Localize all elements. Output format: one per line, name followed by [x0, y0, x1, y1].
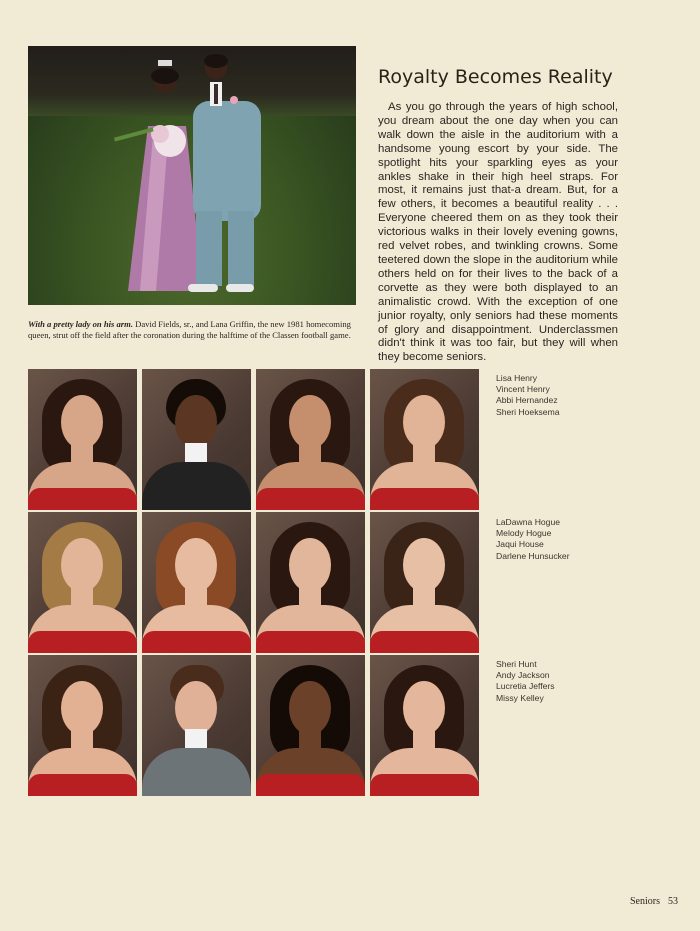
student-name: Sheri Hunt: [496, 659, 537, 669]
student-name: Sheri Hoeksema: [496, 406, 560, 417]
homecoming-photo: [28, 46, 356, 305]
student-name: Lucretia Jeffers: [496, 681, 555, 692]
student-name: Andy Jackson: [496, 670, 550, 681]
student-name: Darlene Hunsucker: [496, 550, 570, 561]
portrait-melody-hogue: [142, 512, 251, 653]
portrait-abbi-hernandez: [256, 369, 365, 510]
caption-lead: With a pretty lady on his arm.: [28, 319, 133, 329]
photo-caption: [28, 319, 362, 341]
student-name: Vincent Henry: [496, 384, 550, 395]
page-number: 53: [668, 896, 678, 907]
name-list-row-2: [496, 517, 570, 562]
portrait-ladawna-hogue: [28, 512, 137, 653]
caption-text: David Fields, sr., and Lana Griffin, the new 1981 homecoming queen, strut off the field after the coronation during the halftime of the Classen football game.: [28, 319, 351, 340]
portrait-andy-jackson: [142, 655, 251, 796]
portrait-sheri-hunt: [28, 655, 137, 796]
feature-story: As you go through the years of high school, you dream about the one day when you can walk down the aisle in the auditorium with a handsome young escort by your side. The spotlight hits your sparkling eyes as your ankles shake in their high heel straps. For most, it remains just that-a dream. But, for a few others, it becomes a beautiful reality . . . Everyone cheered them on as they took their victorious walks in their lovely evening gowns, red velvet robes, and twinkling crowns. Some teetered down the slope in the auditorium while others held on for their lives to the back of a corvette as they were both displayed to an animalistic crowd. With the exception of one junior royalty, only seniors had these moments of glory and disappointment. Underclassmen didn't think it was too fair, but they will when they become seniors.: [378, 101, 618, 364]
student-name: LaDawna Hogue: [496, 517, 561, 527]
homecoming-couple-illustration: [28, 46, 356, 305]
portrait-darlene-hunsucker: [370, 512, 479, 653]
section-label: Seniors: [630, 896, 660, 907]
portrait-missy-kelley: [370, 655, 479, 796]
name-list-row-1: [496, 373, 560, 418]
feature-headline: Royalty Becomes Reality: [378, 66, 613, 88]
student-name: Abbi Hernandez: [496, 395, 558, 406]
portrait-jaqui-house: [256, 512, 365, 653]
page-footer: [630, 896, 678, 907]
student-name: Missy Kelley: [496, 692, 544, 703]
student-name: Jaqui House: [496, 539, 544, 550]
portrait-lisa-henry: [28, 369, 137, 510]
student-name: Melody Hogue: [496, 528, 552, 539]
student-name: Lisa Henry: [496, 373, 538, 383]
portrait-vincent-henry: [142, 369, 251, 510]
portrait-lucretia-jeffers: [256, 655, 365, 796]
name-list-row-3: [496, 659, 555, 704]
portrait-sheri-hoeksema: [370, 369, 479, 510]
